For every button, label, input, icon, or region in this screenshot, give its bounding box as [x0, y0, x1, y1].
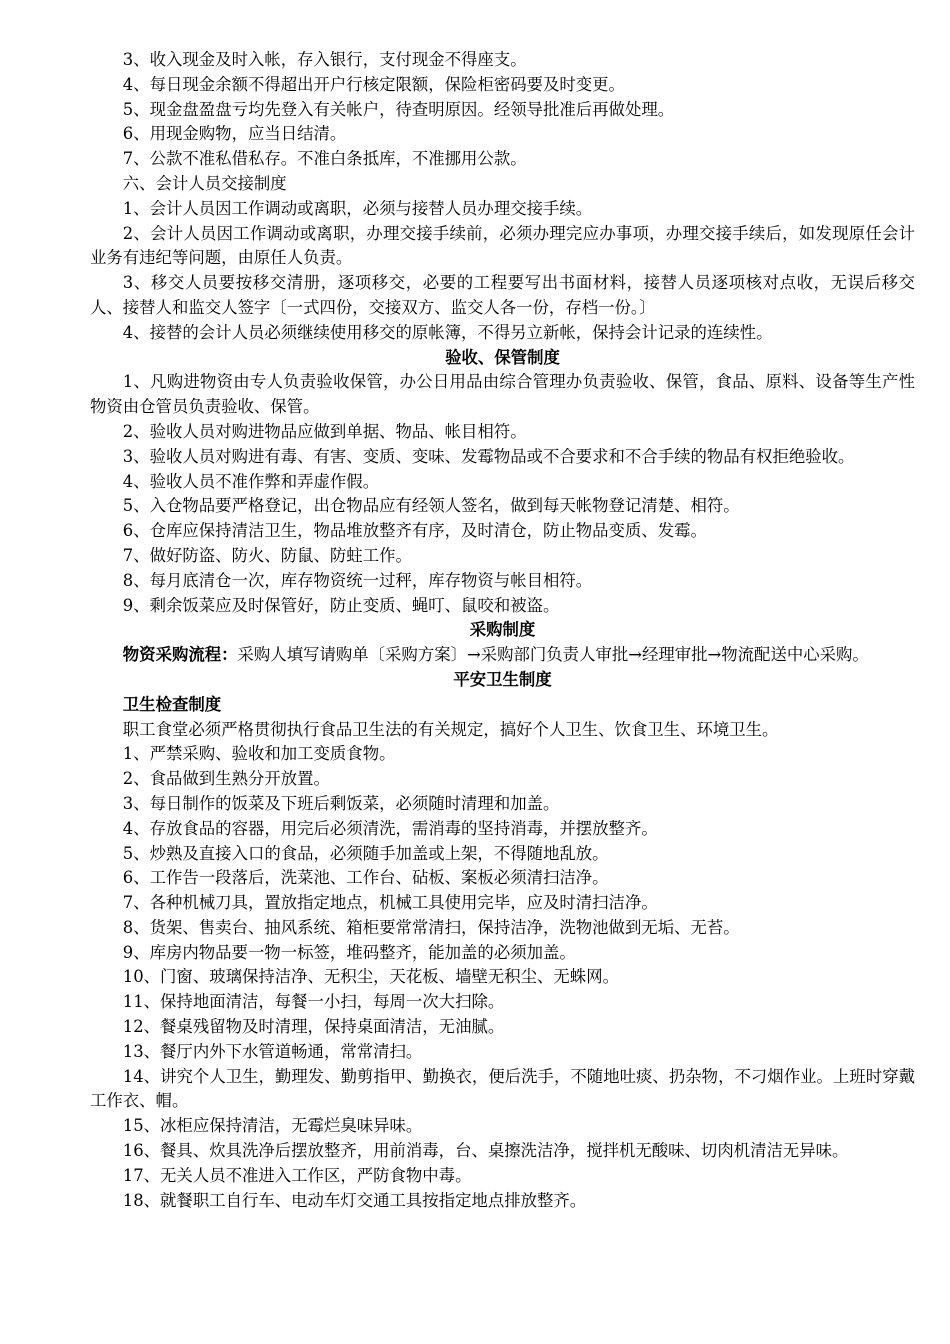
- acceptance-title: 验收、保管制度: [445, 347, 560, 367]
- cash-rule-5: 5、现金盘盈盘亏均先登入有关帐户，待查明原因。经领导批准后再做处理。: [122, 99, 675, 119]
- acceptance-item-8: 8、每月底清仓一次，库存物资统一过秤，库存物资与帐目相符。: [122, 570, 593, 590]
- safety-item-8: 8、货架、售卖台、抽风系统、箱柜要常常清扫，保持洁净，洗物池做到无垢、无苔。: [122, 917, 740, 937]
- cash-rule-7: 7、公款不准私借私存。不准白条抵库，不准挪用公款。: [122, 149, 527, 169]
- safety-item-10: 10、门窗、玻璃保持洁净、无积尘，天花板、墙壁无积尘、无蛛网。: [122, 967, 619, 987]
- acceptance-item-7: 7、做好防盗、防火、防鼠、防蛀工作。: [122, 545, 412, 565]
- handover-heading: 六、会计人员交接制度: [122, 173, 287, 193]
- acceptance-item-1: 1、凡购进物资由专人负责验收保管，办公日用品由综合管理办负责验收、保管，食品、原料、设备等生产性物资由仓管员负责验收、保管。: [90, 372, 915, 417]
- safety-item-11: 11、保持地面清洁，每餐一小扫，每周一次大扫除。: [122, 992, 505, 1012]
- safety-intro: 职工食堂必须严格贯彻执行食品卫生法的有关规定，搞好个人卫生、饮食卫生、环境卫生。: [122, 719, 779, 739]
- safety-item-7: 7、各种机械刀具，置放指定地点，机械工具使用完毕，应及时清扫洁净。: [122, 893, 658, 913]
- purchase-title: 采购制度: [469, 620, 536, 640]
- safety-item-16: 16、餐具、炊具洗净后摆放整齐，用前消毒，台、桌擦洗洁净，搅拌机无酸味、切肉机清洁无异味。: [122, 1141, 849, 1161]
- purchase-flow: [90, 643, 915, 668]
- handover-item-3: 3、移交人员要按移交清册，逐项移交，必要的工程要写出书面材料，接替人员逐项核对点收，无误后移交人、接替人和监交人签字〔一式四份，交接双方、监交人各一份，存档一份。〕: [90, 273, 915, 317]
- safety-item-18: 18、就餐职工自行车、电动车灯交通工具按指定地点排放整齐。: [122, 1190, 587, 1210]
- safety-subtitle: 卫生检查制度: [122, 694, 222, 714]
- safety-item-14: 14、讲究个人卫生，勤理发、勤剪指甲、勤换衣，便后洗手，不随地吐痰、扔杂物，不刁烟作业。上班时穿戴工作衣、帽。: [90, 1066, 915, 1111]
- handover-item-1: 1、会计人员因工作调动或离职，必须与接替人员办理交接手续。: [122, 198, 593, 218]
- cash-rule-6: 6、用现金购物，应当日结清。: [122, 124, 347, 144]
- cash-rule-3: 3、收入现金及时入帐，存入银行，支付现金不得座支。: [122, 50, 527, 69]
- acceptance-item-2: 2、验收人员对购进物品应做到单据、物品、帐目相符。: [122, 421, 527, 441]
- safety-item-15: 15、冰柜应保持清洁，无霉烂臭味异味。: [122, 1116, 423, 1136]
- safety-item-5: 5、炒熟及直接入口的食品，必须随手加盖或上架，不得随地乱放。: [122, 843, 609, 863]
- handover-item-2: 2、会计人员因工作调动或离职，办理交接手续前，必须办理完应办事项，办理交接手续后，如发现原任会计业务有违纪等问题，由原任人负责。: [90, 223, 915, 268]
- document-page: [90, 48, 915, 1213]
- safety-item-6: 6、工作告一段落后，洗菜池、工作台、砧板、案板必须清扫洁净。: [122, 868, 609, 888]
- purchase-flow-text: 采购人填写请购单〔采购方案〕→采购部门负责人审批→经理审批→物流配送中心采购。: [237, 645, 869, 665]
- acceptance-item-4: 4、验收人员不准作弊和弄虚作假。: [122, 471, 380, 491]
- acceptance-item-5: 5、入仓物品要严格登记，出仓物品应有经领人签名，做到每天帐物登记清楚、相符。: [122, 496, 740, 516]
- safety-item-9: 9、库房内物品要一物一标签，堆码整齐，能加盖的必须加盖。: [122, 942, 576, 962]
- safety-title: 平安卫生制度: [453, 669, 552, 689]
- safety-item-4: 4、存放食品的容器，用完后必须清洗，需消毒的坚持消毒，并摆放整齐。: [122, 818, 658, 838]
- acceptance-item-3: 3、验收人员对购进有毒、有害、变质、变味、发霉物品或不合要求和不合手续的物品有权拒绝验收。: [122, 446, 855, 466]
- safety-item-2: 2、食品做到生熟分开放置。: [122, 769, 330, 789]
- safety-item-12: 12、餐桌残留物及时清理，保持桌面清洁，无油腻。: [122, 1017, 505, 1037]
- safety-item-3: 3、每日制作的饭菜及下班后剩饭菜，必须随时清理和加盖。: [122, 793, 560, 813]
- safety-item-17: 17、无关人员不准进入工作区，严防食物中毒。: [122, 1165, 472, 1185]
- cash-rule-4: 4、每日现金余额不得超出开户行核定限额，保险柜密码要及时变更。: [122, 74, 625, 94]
- safety-item-1: 1、严禁采购、验收和加工变质食物。: [122, 744, 396, 764]
- purchase-flow-label: 物资采购流程：: [122, 645, 238, 665]
- acceptance-item-9: 9、剩余饭菜应及时保管好，防止变质、蝇叮、鼠咬和被盗。: [122, 595, 560, 615]
- acceptance-item-6: 6、仓库应保持清洁卫生，物品堆放整齐有序，及时清仓，防止物品变质、发霉。: [122, 521, 707, 541]
- handover-item-4: 4、接替的会计人员必须继续使用移交的原帐簿，不得另立新帐，保持会计记录的连续性。: [122, 322, 773, 342]
- safety-item-13: 13、餐厅内外下水管道畅通，常常清扫。: [122, 1041, 423, 1061]
